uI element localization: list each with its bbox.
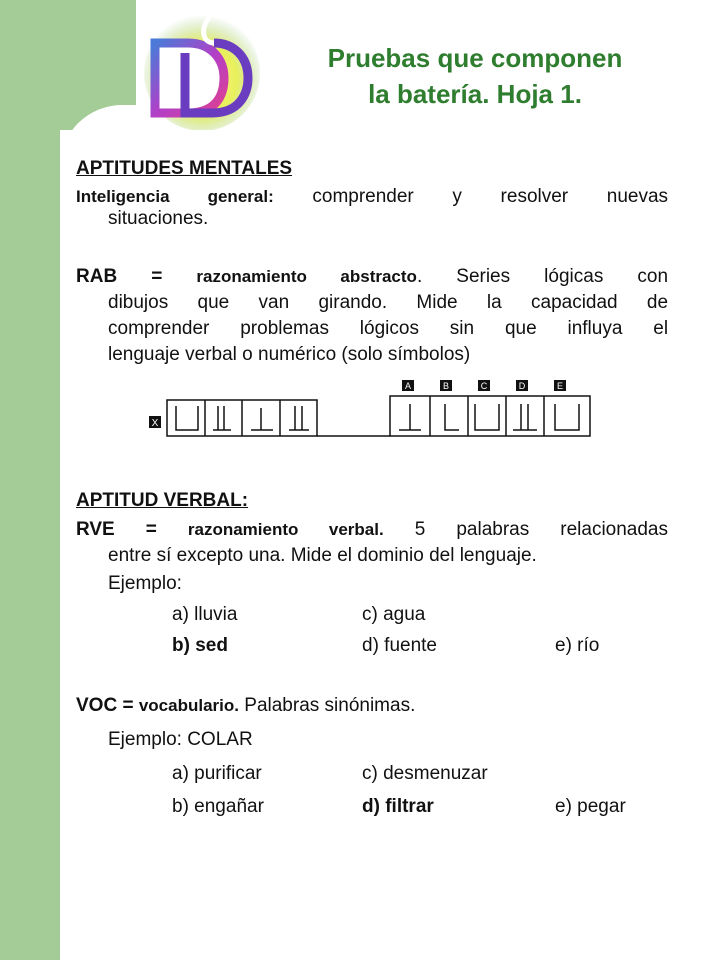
word: la xyxy=(486,292,502,313)
word: comprender xyxy=(108,318,210,339)
svg-text:C: C xyxy=(480,381,488,391)
rve-option-d: d) fuente xyxy=(362,635,437,656)
word: girando. xyxy=(318,292,388,313)
intel-term: Inteligencia general: xyxy=(76,187,274,206)
figure-sequence xyxy=(167,400,390,436)
figure-options xyxy=(402,380,566,391)
rab-line1-rest: . Series lógicas con xyxy=(416,266,669,287)
intel-line-2: situaciones. xyxy=(108,208,209,229)
voc-option-c: c) desmenuzar xyxy=(362,763,488,784)
rve-option-e: e) río xyxy=(555,635,600,656)
word: van xyxy=(258,292,290,313)
rab-example-figure xyxy=(145,378,595,438)
rve-lead: RVE = xyxy=(76,519,157,540)
voc-option-a: a) purificar xyxy=(172,763,262,784)
rve-line-2: entre sí excepto una. Mide el dominio del lenguaje. xyxy=(108,545,537,566)
rve-option-c: c) agua xyxy=(362,604,426,625)
rve-line-1 xyxy=(76,519,668,541)
voc-lead: VOC = xyxy=(76,695,134,716)
word: y xyxy=(452,186,462,207)
svg-text:B: B xyxy=(442,381,450,391)
word: lógicos xyxy=(359,318,419,339)
voc-option-e: e) pegar xyxy=(555,796,626,817)
svg-text:X: X xyxy=(151,418,159,429)
rab-line-4: lenguaje verbal o numérico (solo símbolos) xyxy=(108,344,471,365)
word: problemas xyxy=(240,318,329,339)
rve-term: razonamiento verbal. xyxy=(187,520,384,539)
voc-option-b: b) engañar xyxy=(172,796,264,817)
rab-lead: RAB = xyxy=(76,266,163,287)
option-c-label xyxy=(478,380,490,391)
word: dibujos xyxy=(108,292,169,313)
option-a-label xyxy=(402,380,414,391)
rab-line-1 xyxy=(76,266,668,288)
voc-desc: Palabras sinónimas. xyxy=(244,695,416,716)
heading-aptitud-verbal: APTITUD VERBAL: xyxy=(76,490,249,511)
word: comprender xyxy=(312,186,414,207)
word: nuevas xyxy=(606,186,669,207)
word: que xyxy=(504,318,537,339)
voc-term: vocabulario. xyxy=(138,696,239,715)
svg-text:E: E xyxy=(556,381,564,391)
page-title xyxy=(290,40,660,112)
word: que xyxy=(197,292,230,313)
option-b-label xyxy=(440,380,452,391)
rve-option-a: a) lluvia xyxy=(172,604,238,625)
word: palabras xyxy=(456,519,530,540)
option-d-label xyxy=(516,380,528,391)
word: de xyxy=(646,292,669,313)
word: el xyxy=(653,318,669,339)
intel-line-1 xyxy=(76,186,668,208)
rve-example-label: Ejemplo: xyxy=(108,573,182,594)
svg-text:D: D xyxy=(518,381,526,391)
voc-line xyxy=(76,695,415,717)
word: capacidad xyxy=(531,292,618,313)
title-line-1: Pruebas que componen xyxy=(327,43,623,73)
heading-aptitudes-mentales: APTITUDES MENTALES xyxy=(76,158,293,179)
rab-term: razonamiento abstracto xyxy=(196,267,417,286)
word: sin xyxy=(449,318,475,339)
svg-text:A: A xyxy=(404,381,412,391)
rve-option-b-answer: b) sed xyxy=(172,635,228,656)
left-sidebar-band xyxy=(0,0,60,960)
option-e-label xyxy=(554,380,566,391)
dd-logo-icon xyxy=(140,5,265,130)
figure-row-marker xyxy=(149,416,161,429)
voc-option-d-answer: d) filtrar xyxy=(362,796,434,817)
word: influya xyxy=(567,318,623,339)
figure-option-boxes xyxy=(390,396,590,436)
word: 5 xyxy=(414,519,426,540)
word: resolver xyxy=(500,186,569,207)
rab-line-2 xyxy=(108,292,668,314)
word: Mide xyxy=(416,292,458,313)
title-line-2: la batería. Hoja 1. xyxy=(368,79,582,109)
voc-example-label: Ejemplo: COLAR xyxy=(108,729,253,750)
word: relacionadas xyxy=(560,519,669,540)
rab-line-3 xyxy=(108,318,668,340)
